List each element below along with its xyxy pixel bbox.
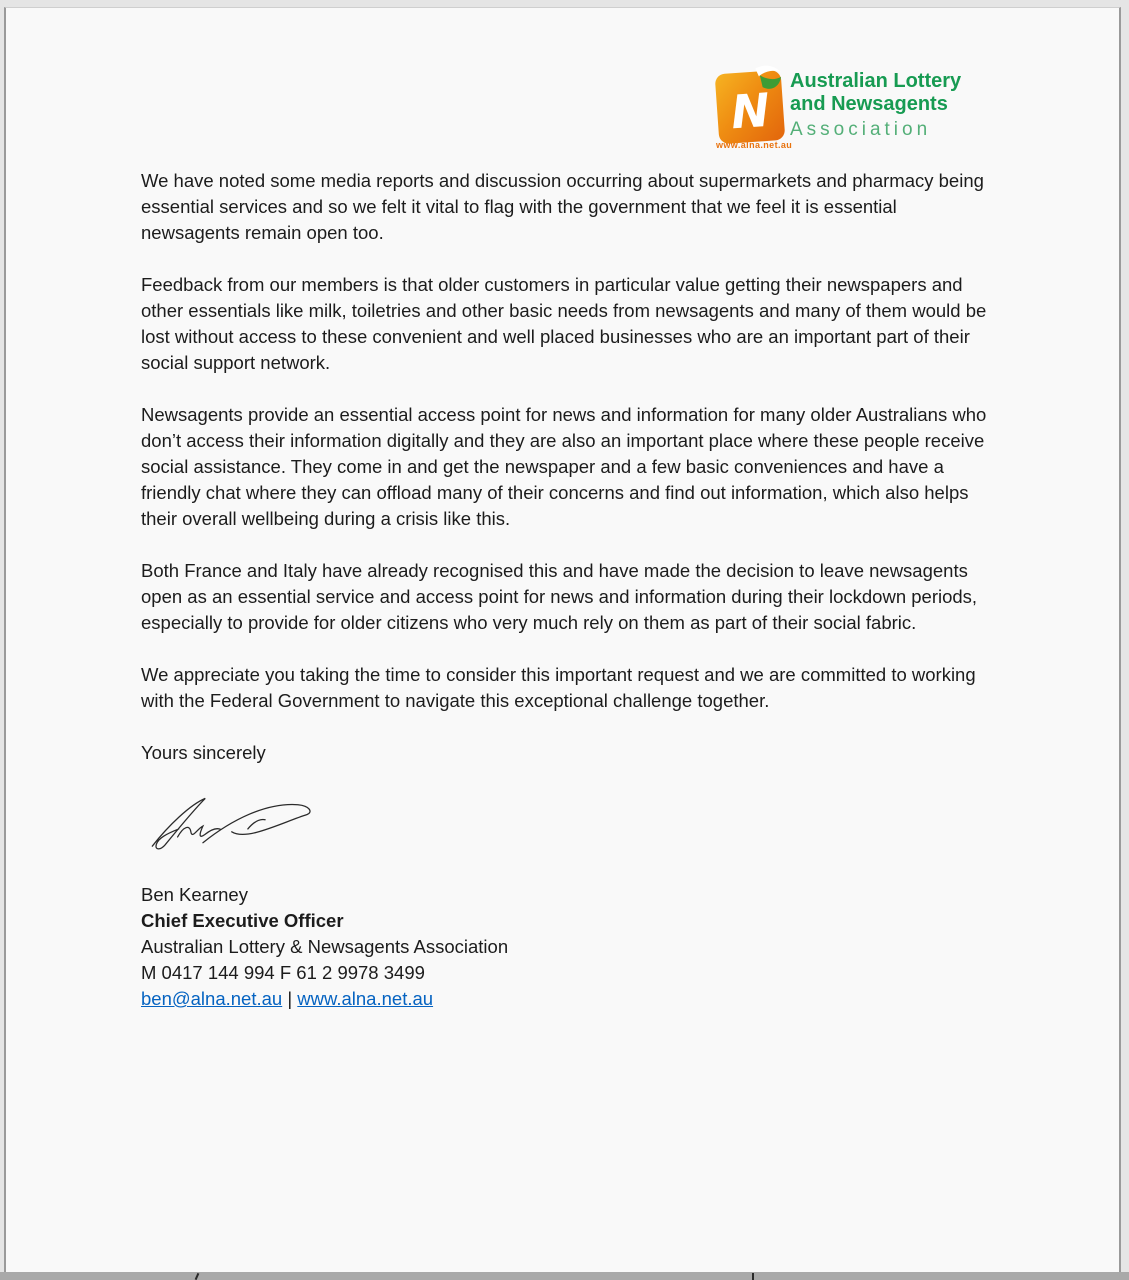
logo-website-caption: www.alna.net.au <box>716 140 793 150</box>
letter-body <box>141 168 997 1012</box>
org-name <box>790 70 961 141</box>
email-link[interactable]: ben@alna.net.au <box>141 988 283 1009</box>
signatory-name: Ben Kearney <box>141 884 248 905</box>
handwritten-signature <box>135 772 997 872</box>
signatory-title: Chief Executive Officer <box>141 910 344 931</box>
page-break-strip <box>0 1272 1129 1280</box>
website-link[interactable]: www.alna.net.au <box>297 988 434 1009</box>
org-logo <box>706 56 996 166</box>
next-page-content-sliver <box>195 1273 200 1280</box>
signatory-links <box>141 986 997 1012</box>
org-name-line1: Australian Lottery <box>790 70 962 92</box>
logo-letter-n: N <box>729 82 772 140</box>
link-separator: | <box>287 988 293 1009</box>
closing-salutation: Yours sincerely <box>141 742 266 763</box>
signatory-organisation: Australian Lottery & Newsagents Association <box>141 936 509 957</box>
next-page-content-sliver <box>752 1273 754 1280</box>
letter-paragraph-2: Feedback from our members is that older customers in particular value getting their newspapers and other essentials like milk, toiletries and other basic needs from newsagents and many of them would be lost without access to these convenient and well placed businesses who are an important part of their social support network. <box>141 274 987 373</box>
signatory-phone-line: M 0417 144 994 F 61 2 9978 3499 <box>141 962 425 983</box>
letter-paragraph-3: Newsagents provide an essential access point for news and information for many older Australians who don’t access their information digitally and they are also an important place where these people receive social assistance. They come in and get the newspaper and a few basic conveniences and have a friendly chat where they can offload many of their concerns and find out information, which also helps their overall wellbeing during a crisis like this. <box>141 404 987 529</box>
org-name-line3: Association <box>790 119 932 140</box>
letter-paragraph-5: We appreciate you taking the time to consider this important request and we are committed to working with the Federal Government to navigate this exceptional challenge together. <box>141 664 976 711</box>
letter-paragraph-1: We have noted some media reports and discussion occurring about supermarkets and pharmacy being essential services and so we felt it vital to flag with the government that we feel it is essential newsagents remain open too. <box>141 170 984 243</box>
alna-logo-icon <box>712 64 793 150</box>
signature-block <box>141 882 997 1012</box>
letter-page <box>4 7 1121 1272</box>
letter-paragraph-4: Both France and Italy have already recognised this and have made the decision to leave newsagents open as an essential service and access point for news and information during their lockdown periods, especially to provide for older citizens who very much rely on them as part of their social fabric. <box>141 560 978 633</box>
org-name-line2: and Newsagents <box>790 93 948 115</box>
